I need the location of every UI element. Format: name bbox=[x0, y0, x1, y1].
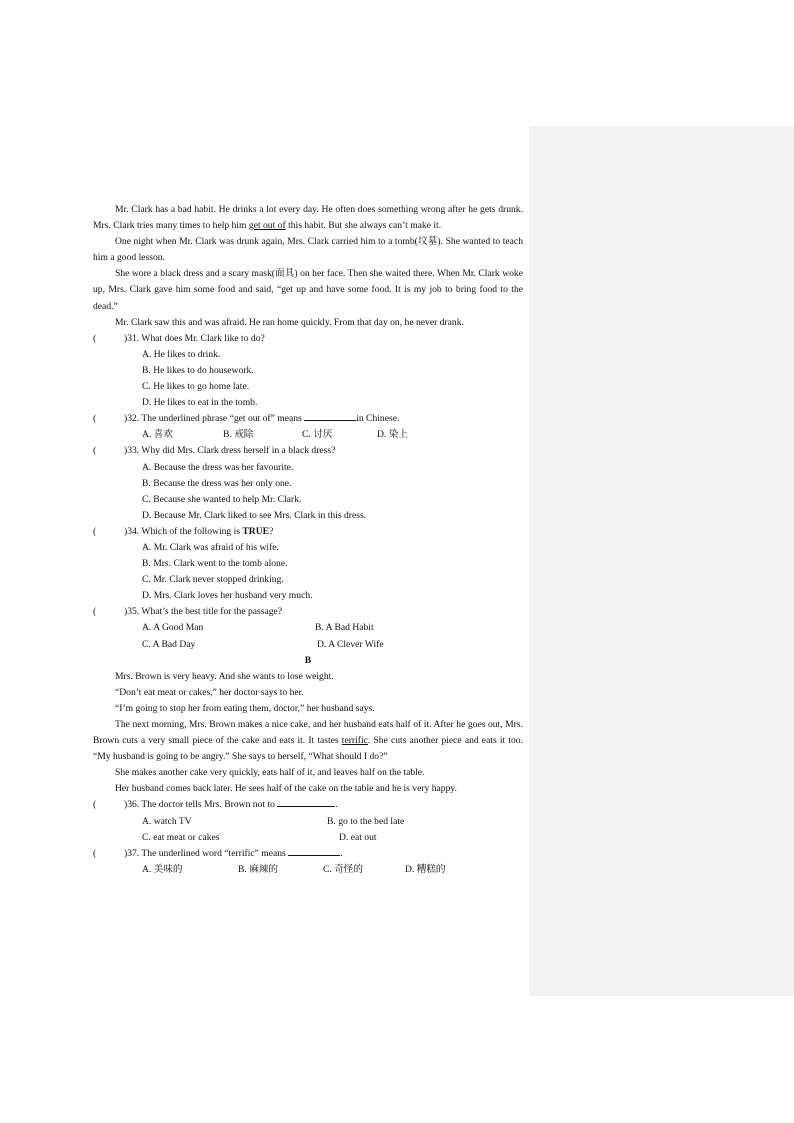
answer-paren: ( bbox=[93, 847, 97, 859]
underlined-word: terrific bbox=[341, 735, 368, 747]
q31-option-b: B. He likes to do housework. bbox=[142, 364, 254, 376]
section-heading-b: B bbox=[304, 654, 312, 666]
answer-paren: ( bbox=[93, 413, 97, 425]
q32-option-d: D. 染上 bbox=[377, 429, 408, 441]
question-36: ( )36. The doctor tells Mrs. Brown not to . bbox=[93, 797, 523, 813]
answer-paren: ( bbox=[93, 332, 97, 344]
passage-b-paragraph-6: Her husband comes back later. He sees half of the cake on the table and he is very happy. bbox=[115, 783, 457, 795]
q36-options-row-1 bbox=[93, 814, 523, 830]
passage-a-paragraph-3: She wore a black dress and a scary mask(面具) on her face. Then she waited there. When Mr. Clark woke up, Mrs. Clark gave him some food and said, “get up and have some food. It is my job to bring food to the dead.” bbox=[93, 268, 523, 312]
passage-a-paragraph-2: One night when Mr. Clark was drunk again, Mrs. Clark carried him to a tomb(坟墓). She wanted to teach him a good lesson. bbox=[93, 236, 523, 264]
q32-option-c: C. 讨厌 bbox=[302, 429, 333, 441]
underlined-phrase: get out of bbox=[248, 220, 286, 232]
answer-paren: ( bbox=[93, 445, 97, 457]
passage-b-paragraph-3: “I’m going to stop her from eating them, doctor,” her husband says. bbox=[115, 702, 375, 714]
q34-option-b: B. Mrs. Clark went to the tomb alone. bbox=[142, 558, 288, 570]
q36-option-a: A. watch TV bbox=[142, 815, 192, 827]
passage-b-paragraph-2: “Don’t eat meat or cakes,” her doctor says to her. bbox=[115, 686, 304, 698]
q37-option-c: C. 奇怪的 bbox=[323, 863, 363, 875]
q35-options-row-2 bbox=[93, 637, 523, 653]
q31-option-a: A. He likes to drink. bbox=[142, 348, 221, 360]
q33-option-b: B. Because the dress was her only one. bbox=[142, 477, 292, 489]
q33-option-a: A. Because the dress was her favourite. bbox=[142, 461, 294, 473]
q35-option-b: B. A Bad Habit bbox=[315, 622, 374, 634]
q34-option-c: C. Mr. Clark never stopped drinking. bbox=[142, 574, 284, 586]
passage-b-paragraph-5: She makes another cake very quickly, eats half of it, and leaves half on the table. bbox=[115, 767, 425, 779]
q33-option-c: C. Because she wanted to help Mr. Clark. bbox=[142, 493, 302, 505]
q32-option-a: A. 喜欢 bbox=[142, 429, 173, 441]
question-37: ( )37. The underlined word “terrific” means . bbox=[93, 846, 523, 862]
q31-option-d: D. He likes to eat in the tomb. bbox=[142, 397, 258, 409]
question-33: ( )33. Why did Mrs. Clark dress herself in a black dress? bbox=[93, 443, 523, 459]
q37-option-d: D. 糟糕的 bbox=[405, 863, 446, 875]
q37-option-a: A. 美味的 bbox=[142, 863, 183, 875]
passage-a-paragraph-1: Mr. Clark has a bad habit. He drinks a lot every day. He often does something wrong after he gets drunk. Mrs. Clark tries many times to help him get out of this habit. But she always can’t make it. bbox=[93, 204, 523, 232]
q36-options-row-2 bbox=[93, 830, 523, 846]
q34-option-d: D. Mrs. Clark loves her husband very much. bbox=[142, 590, 313, 602]
answer-blank bbox=[288, 846, 340, 856]
q37-options bbox=[93, 862, 523, 878]
question-31: ( )31. What does Mr. Clark like to do? bbox=[93, 331, 523, 347]
document-body bbox=[93, 202, 523, 878]
answer-paren: ( bbox=[93, 525, 97, 537]
answer-blank bbox=[277, 797, 335, 807]
answer-paren: ( bbox=[93, 799, 97, 811]
q37-option-b: B. 麻辣的 bbox=[238, 863, 278, 875]
q35-option-c: C. A Bad Day bbox=[142, 638, 196, 650]
passage-b-paragraph-1: Mrs. Brown is very heavy. And she wants to lose weight. bbox=[115, 670, 334, 682]
passage-a-paragraph-4: Mr. Clark saw this and was afraid. He ran home quickly. From that day on, he never drank. bbox=[115, 316, 464, 328]
q34-option-a: A. Mr. Clark was afraid of his wife. bbox=[142, 541, 279, 553]
answer-blank bbox=[304, 411, 356, 421]
answer-paren: ( bbox=[93, 606, 97, 618]
q35-option-a: A. A Good Man bbox=[142, 622, 204, 634]
q32-options bbox=[93, 427, 523, 443]
q36-option-c: C. eat meat or cakes bbox=[142, 831, 220, 843]
q35-options-row-1 bbox=[93, 620, 523, 636]
question-35: ( )35. What’s the best title for the passage? bbox=[93, 604, 523, 620]
q32-option-b: B. 戒除 bbox=[223, 429, 254, 441]
q31-option-c: C. He likes to go home late. bbox=[142, 381, 250, 393]
q35-option-d: D. A Clever Wife bbox=[317, 638, 384, 650]
q36-option-b: B. go to the bed late bbox=[327, 815, 405, 827]
passage-b-paragraph-4: The next morning, Mrs. Brown makes a nice cake, and her husband eats half of it. After he goes out, Mrs. Brown cuts a very small piece of the cake and eats it. It tastes terrific. She cuts another piece and eats it too. “My husband is going to be angry.” She says to herself, “What should I do?” bbox=[93, 719, 523, 763]
q33-option-d: D. Because Mr. Clark liked to see Mrs. Clark in this dress. bbox=[142, 509, 367, 521]
q36-option-d: D. eat out bbox=[339, 831, 377, 843]
question-34: ( )34. Which of the following is TRUE? bbox=[93, 524, 523, 540]
question-32: ( )32. The underlined phrase “get out of” means in Chinese. bbox=[93, 411, 523, 427]
comment-pane bbox=[529, 126, 794, 996]
